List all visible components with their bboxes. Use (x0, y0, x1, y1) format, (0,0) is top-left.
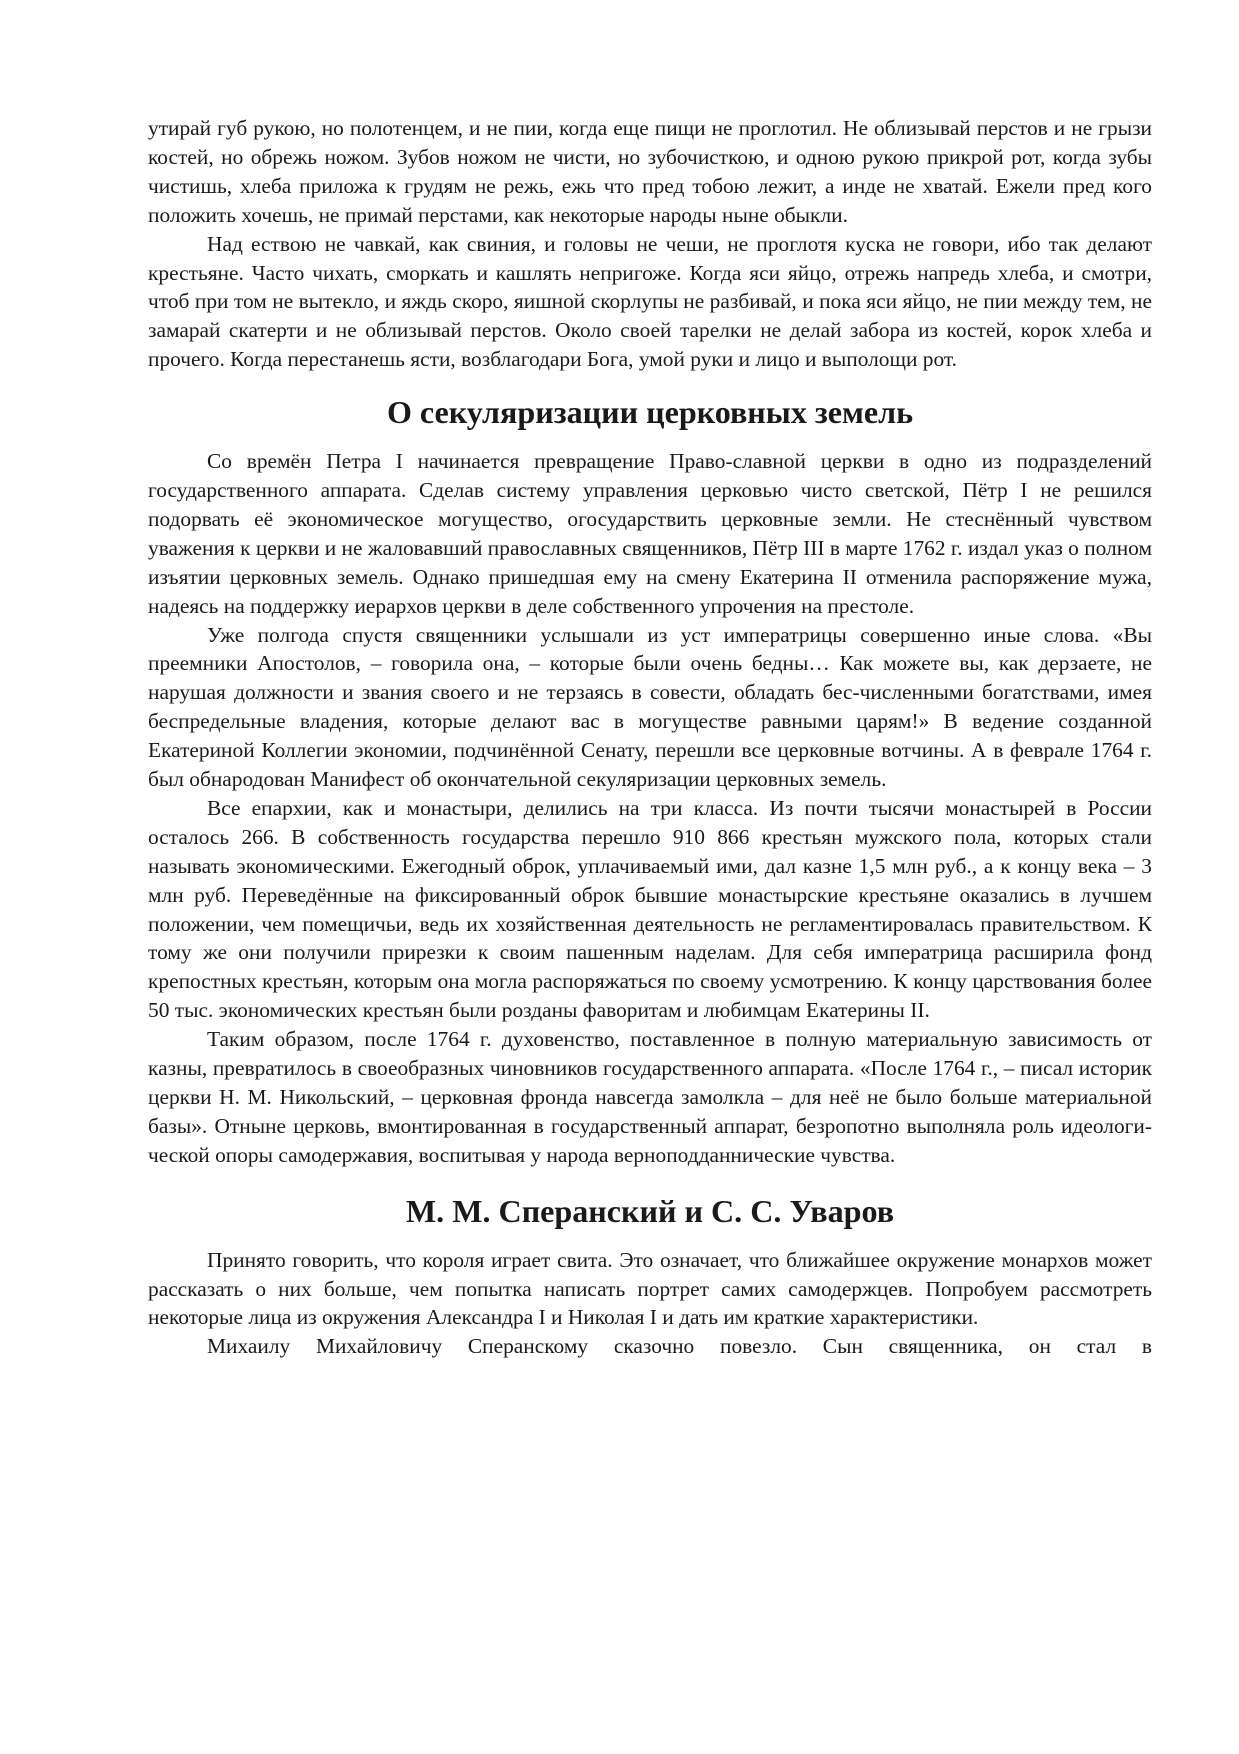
section-heading: М. М. Сперанский и С. С. Уваров (405, 1192, 895, 1229)
paragraph: утирай губ рукою, но полотенцем, и не пии, когда еще пищи не проглотил. Не облизывай перстов и не грызи костей, но обрежь ножом. Зубов ножом не чисти, но зубочисткою, и одною рукою прикрой рот, когда зубы чистишь, хлеба приложа к грудям не режь, ежь что пред тобою лежит, а инде не хватай. Ежели пред кого положить хочешь, не примай перстами, как некоторые народы ныне обыкли. (148, 116, 1152, 227)
document-page (148, 114, 1152, 1361)
paragraph: Все епархии, как и монастыри, делились на три класса. Из почти тысячи монастырей в России осталось 266. В собственность государства перешло 910 866 крестьян мужского пола, которых стали называть экономическими. Ежегодный оброк, уплачиваемый ими, дал казне 1,5 млн руб., а к концу века – 3 млн руб. Переведённые на фиксированный оброк бывшие монастырские крестьяне оказались в лучшем положении, чем помещичьи, ведь их хозяйственная деятельность не регламентировалась правительством. К тому же они получили прирезки к своим пашенным наделам. Для себя императрица расширила фонд крепостных крестьян, которым она могла распоряжаться по своему усмотрению. К концу царствования более 50 тыс. экономических крестьян были розданы фаворитам и любимцам Екатерины II. (148, 795, 1152, 1023)
paragraph: Михаилу Михайловичу Сперанскому сказочно повезло. Сын священника, он стал в (207, 1334, 1152, 1359)
paragraph: Таким образом, после 1764 г. духовенство, поставленное в полную материальную зависимость от казны, превратилось в своеобразных чиновников государственного аппарата. «После 1764 г., – писал историк церкви Н. М. Никольский, – церковная фронда навсегда замолкла – для неё не было больше материальной базы». Отныне церковь, вмонтированная в государственный аппарат, безропотно выполняла роль идеологи-ческой опоры самодержавия, воспитывая у народа верноподданнические чувства. (148, 1027, 1152, 1167)
paragraph: Принято говорить, что короля играет свита. Это означает, что ближайшее окружение монархов может рассказать о них больше, чем попытка написать портрет самих самодержцев. Попробуем рассмотреть некоторые лица из окружения Александра I и Николая I и дать им краткие характеристики. (148, 1247, 1152, 1330)
paragraph: Уже полгода спустя священники услышали из уст императрицы совершенно иные слова. «Вы преемники Апостолов, – говорила она, – которые были очень бедны… Как можете вы, как дерзаете, не нарушая должности и звания своего и не терзаясь в совести, обладать бес-численными богатствами, имея беспредельные владения, которые делают вас в могуществе равными царям!» В ведение созданной Екатериной Коллегии экономии, подчинённой Сенату, перешли все церковные вотчины. А в феврале 1764 г. был обнародован Манифест об окончательной секуляризации церковных земель. (148, 622, 1152, 792)
paragraph: Со времён Петра I начинается превращение Право-славной церкви в одно из подразделений государственного аппарата. Сделав систему управления церковью чисто светской, Пётр I не решился подорвать её экономическое могущество, огосударствить церковные земли. Не стеснённый чувством уважения к церкви и не жаловавший православных священников, Пётр III в марте 1762 г. издал указ о полном изъятии церковных земель. Однако пришедшая ему на смену Екатерина II отменила распоряжение мужа, надеясь на поддержку иерархов церкви в деле собственного упрочения на престоле. (148, 449, 1152, 618)
paragraph: Над ествою не чавкай, как свиния, и головы не чеши, не проглотя куска не говори, ибо так делают крестьяне. Часто чихать, сморкать и кашлять непригоже. Когда яси яйцо, отрежь напредь хлеба, и смотри, чтоб при том не вытекло, и яждь скоро, яишной скорлупы не разбивай, и пока яси яйцо, не пии между тем, не замарай скатерти и не облизывай перстов. Около своей тарелки не делай забора из костей, корок хлеба и прочего. Когда перестанешь ясти, возблагодари Бога, умой руки и лицо и выполощи рот. (148, 231, 1152, 372)
section-heading: О секуляризации церковных земель (386, 394, 914, 431)
